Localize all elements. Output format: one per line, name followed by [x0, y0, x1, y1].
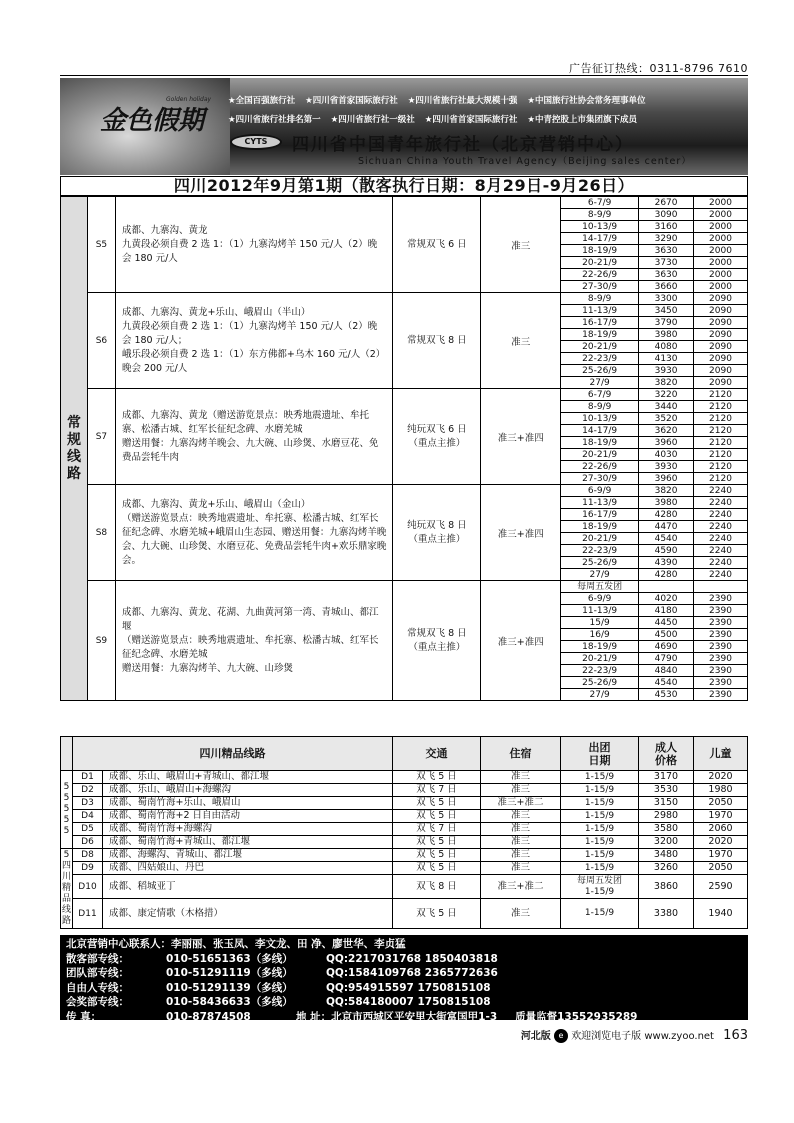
table-row	[61, 823, 748, 836]
route-desc: 成都、蜀南竹海+青城山、都江堰	[103, 836, 393, 849]
child-price: 2000	[694, 233, 748, 245]
child-price: 2390	[694, 641, 748, 653]
route-desc: 成都、九寨沟、黄龙+乐山、峨眉山（半山） 九黄段必须自费 2 选 1：（1）九寨沟烤羊 150 元/人（2）晚会 180 元/人； 峨乐段必须自费 2 选 1：（1）东方佛都+乌木 160 元/人（2）晚会 200 元/人	[115, 293, 393, 389]
departure-date: 27/9	[561, 377, 639, 389]
route-desc: 成都、稻城亚丁	[103, 875, 393, 899]
departure-date: 6-9/9	[561, 593, 639, 605]
route-code: D11	[73, 899, 103, 929]
departure-date: 18-19/9	[561, 329, 639, 341]
child-price: 2390	[694, 629, 748, 641]
honor-item: ★四川省旅行社排名第一	[228, 115, 321, 125]
col-group	[61, 737, 73, 771]
child-price: 2090	[694, 293, 748, 305]
route-code: D5	[73, 823, 103, 836]
child-price: 2000	[694, 245, 748, 257]
route-code: D9	[73, 862, 103, 875]
route-transport: 常规双飞 8 日	[393, 293, 481, 389]
child-price: 2000	[694, 257, 748, 269]
contact-line	[66, 995, 742, 1010]
route-desc: 成都、四姑娘山、丹巴	[103, 862, 393, 875]
adult-price: 4540	[639, 533, 694, 545]
child-price: 1970	[694, 849, 748, 862]
route-desc: 成都、海螺沟、青城山、都江堰	[103, 849, 393, 862]
adult-price: 3260	[639, 862, 694, 875]
departure-date: 每周五发团	[561, 581, 639, 593]
route-transport: 纯玩双飞 6 日 （重点主推）	[393, 389, 481, 485]
departure-date: 6-7/9	[561, 197, 639, 209]
contact-label: 会奖部专线：	[66, 996, 129, 1008]
route-hotel: 准三+准二	[481, 875, 561, 899]
departure-date: 25-26/9	[561, 557, 639, 569]
child-price: 2090	[694, 377, 748, 389]
logo-text: 金色假期	[100, 106, 205, 136]
departure-date: 22-23/9	[561, 545, 639, 557]
route-hotel: 准三	[481, 862, 561, 875]
departure-date: 18-19/9	[561, 437, 639, 449]
agency-banner	[60, 78, 748, 175]
adult-price: 4080	[639, 341, 694, 353]
route-transport: 双飞 7 日	[393, 823, 481, 836]
child-price: 2090	[694, 329, 748, 341]
route-hotel: 准三	[481, 899, 561, 929]
adult-price: 3930	[639, 365, 694, 377]
divider	[60, 75, 748, 76]
route-hotel: 准三	[481, 836, 561, 849]
adult-price: 3220	[639, 389, 694, 401]
table-row	[61, 899, 748, 929]
child-price: 2240	[694, 521, 748, 533]
departure-date: 1-15/9	[561, 899, 639, 929]
child-price: 2060	[694, 823, 748, 836]
departure-date: 1-15/9	[561, 823, 639, 836]
route-hotel: 准三	[481, 771, 561, 784]
route-hotel: 准三+准四	[481, 581, 561, 701]
route-transport: 双飞 5 日	[393, 836, 481, 849]
departure-date: 22-23/9	[561, 353, 639, 365]
adult-price: 4180	[639, 605, 694, 617]
adult-price: 4500	[639, 629, 694, 641]
adult-price: 4130	[639, 353, 694, 365]
child-price: 2240	[694, 533, 748, 545]
departure-date: 16-17/9	[561, 317, 639, 329]
departure-date: 18-19/9	[561, 521, 639, 533]
departure-date: 20-21/9	[561, 341, 639, 353]
child-price: 2120	[694, 449, 748, 461]
adult-price: 3150	[639, 797, 694, 810]
honor-item: ★四川省首家国际旅行社	[305, 96, 398, 106]
route-transport: 常规双飞 6 日	[393, 197, 481, 293]
route-transport: 双飞 5 日	[393, 862, 481, 875]
agency-name-cn: 四川省中国青年旅行社（北京营销中心）	[292, 135, 634, 155]
logo-en: Golden holiday	[166, 96, 212, 103]
adult-price: 3980	[639, 329, 694, 341]
child-price: 2000	[694, 221, 748, 233]
departure-date: 20-21/9	[561, 257, 639, 269]
route-transport: 常规双飞 8 日 （重点主推）	[393, 581, 481, 701]
contact-qq: QQ:954915597 1750815108	[326, 981, 491, 994]
logo-image	[60, 78, 230, 175]
adult-price: 3450	[639, 305, 694, 317]
adult-price: 3160	[639, 221, 694, 233]
child-price: 2390	[694, 605, 748, 617]
departure-date: 6-9/9	[561, 485, 639, 497]
child-price: 2000	[694, 197, 748, 209]
route-code: D4	[73, 810, 103, 823]
adult-price: 2670	[639, 197, 694, 209]
child-price: 2240	[694, 569, 748, 581]
route-desc: 成都、九寨沟、黄龙（赠送游览景点：映秀地震遗址、牟托寨、松潘古城、红军长征纪念碑、水磨羌城 赠送用餐：九寨沟烤羊晚会、九大碗、山珍煲、水磨豆花、免费品尝牦牛肉	[115, 389, 393, 485]
adult-price: 3630	[639, 269, 694, 281]
child-price: 2090	[694, 353, 748, 365]
adult-price: 4690	[639, 641, 694, 653]
table-row	[61, 197, 748, 209]
table-row	[61, 797, 748, 810]
child-price: 2120	[694, 425, 748, 437]
fax-number: 010-87874508	[166, 1010, 251, 1023]
adult-price: 4840	[639, 665, 694, 677]
col-hotel: 住宿	[481, 737, 561, 771]
contact-phone: 010-51651363（多线）	[166, 952, 293, 965]
departure-date: 27/9	[561, 689, 639, 701]
group-label-2: 5 四 川 精 品 线 路	[61, 849, 73, 929]
table-row	[61, 810, 748, 823]
departure-date: 27-30/9	[561, 473, 639, 485]
col-transport: 交通	[393, 737, 481, 771]
table-row	[61, 293, 748, 305]
route-transport: 双飞 7 日	[393, 784, 481, 797]
adult-price: 4030	[639, 449, 694, 461]
route-code: D2	[73, 784, 103, 797]
col-title: 四川精品线路	[73, 737, 393, 771]
child-price: 2390	[694, 677, 748, 689]
adult-price: 4020	[639, 593, 694, 605]
contact-line	[66, 966, 742, 981]
child-price: 2090	[694, 365, 748, 377]
child-price: 2090	[694, 341, 748, 353]
honor-item: ★全国百强旅行社	[228, 96, 296, 106]
adult-price: 3790	[639, 317, 694, 329]
child-price: 1940	[694, 899, 748, 929]
child-price: 2240	[694, 509, 748, 521]
boutique-table	[60, 736, 748, 929]
departure-date: 16-17/9	[561, 509, 639, 521]
child-price: 2390	[694, 593, 748, 605]
adult-price: 3820	[639, 485, 694, 497]
route-code: S7	[87, 389, 115, 485]
adult-price: 3860	[639, 875, 694, 899]
departure-date: 22-26/9	[561, 461, 639, 473]
adult-price: 4450	[639, 617, 694, 629]
contact-phone: 010-51291139（多线）	[166, 981, 293, 994]
page-footer	[450, 1027, 748, 1043]
adult-price: 2980	[639, 810, 694, 823]
route-code: D10	[73, 875, 103, 899]
route-desc: 成都、蜀南竹海+海螺沟	[103, 823, 393, 836]
table-row	[61, 862, 748, 875]
departure-date: 11-13/9	[561, 305, 639, 317]
contact-phone: 010-51291119（多线）	[166, 967, 293, 979]
child-price: 1970	[694, 810, 748, 823]
contact-block	[60, 935, 748, 1023]
route-desc: 成都、康定情歌（木格措）	[103, 899, 393, 929]
honor-item: ★四川省旅行社最大规模十强	[407, 96, 518, 106]
table-row	[61, 849, 748, 862]
route-desc: 成都、乐山、峨眉山+青城山、都江堰	[103, 771, 393, 784]
adult-price: 3170	[639, 771, 694, 784]
adult-price: 4280	[639, 509, 694, 521]
child-price	[694, 581, 748, 593]
honor-item: ★四川省首家国际旅行社	[424, 115, 518, 125]
adult-price: 3820	[639, 377, 694, 389]
child-price: 2390	[694, 689, 748, 701]
routes-table	[60, 196, 748, 701]
departure-date: 6-7/9	[561, 389, 639, 401]
edition: 河北版	[520, 1031, 551, 1042]
departure-date: 14-17/9	[561, 425, 639, 437]
col-child: 儿童	[694, 737, 748, 771]
adult-price: 3960	[639, 473, 694, 485]
departure-date: 27-30/9	[561, 281, 639, 293]
route-hotel: 准三+准四	[481, 389, 561, 485]
zyoo-logo-icon: e	[554, 1029, 568, 1043]
route-transport: 双飞 8 日	[393, 875, 481, 899]
adult-price: 3580	[639, 823, 694, 836]
route-code: S5	[87, 197, 115, 293]
contact-qq: QQ:584180007 1750815108	[326, 996, 491, 1008]
child-price: 2390	[694, 665, 748, 677]
adult-price: 3730	[639, 257, 694, 269]
child-price: 2020	[694, 836, 748, 849]
col-date: 出团 日期	[561, 737, 639, 771]
departure-date: 8-9/9	[561, 401, 639, 413]
departure-date: 18-19/9	[561, 245, 639, 257]
route-code: S9	[87, 581, 115, 701]
departure-date: 11-13/9	[561, 497, 639, 509]
ad-hotline: 广告征订热线：0311-8796 7610	[569, 62, 748, 75]
child-price: 2050	[694, 862, 748, 875]
honor-item: ★中国旅行社协会常务理事单位	[527, 96, 646, 106]
route-hotel: 准三	[481, 784, 561, 797]
route-code: S6	[87, 293, 115, 389]
route-transport: 双飞 5 日	[393, 810, 481, 823]
child-price: 2000	[694, 269, 748, 281]
route-hotel: 准三	[481, 810, 561, 823]
child-price: 2240	[694, 545, 748, 557]
departure-date: 22-26/9	[561, 269, 639, 281]
route-transport: 双飞 5 日	[393, 797, 481, 810]
child-price: 2120	[694, 437, 748, 449]
route-desc: 成都、乐山、峨眉山+海螺沟	[103, 784, 393, 797]
route-desc: 成都、蜀南竹海+乐山、峨眉山	[103, 797, 393, 810]
adult-price: 4590	[639, 545, 694, 557]
departure-date: 1-15/9	[561, 797, 639, 810]
departure-date: 每周五发团 1-15/9	[561, 875, 639, 899]
departure-date: 1-15/9	[561, 849, 639, 862]
route-code: S8	[87, 485, 115, 581]
contact-people: 北京营销中心联系人：李丽丽、张玉凤、李文龙、田 净、廖世华、李贞猛	[66, 938, 406, 950]
departure-date: 1-15/9	[561, 810, 639, 823]
departure-date: 27/9	[561, 569, 639, 581]
issue-title: 四川2012年9月第1期（散客执行日期：8月29日-9月26日）	[60, 176, 748, 196]
table-row	[61, 836, 748, 849]
departure-date: 10-13/9	[561, 221, 639, 233]
route-desc: 成都、蜀南竹海+2 日自由活动	[103, 810, 393, 823]
contact-label: 散客部专线：	[66, 952, 129, 965]
departure-date: 8-9/9	[561, 209, 639, 221]
route-code: D3	[73, 797, 103, 810]
departure-date: 22-23/9	[561, 665, 639, 677]
adult-price: 3930	[639, 461, 694, 473]
contact-label: 自由人专线：	[66, 981, 129, 994]
departure-date: 1-15/9	[561, 784, 639, 797]
address: 地 址：北京市西城区平安里大街富国甲1-3	[296, 1010, 498, 1023]
table-row	[61, 581, 748, 593]
route-hotel: 准三	[481, 293, 561, 389]
adult-price: 3520	[639, 413, 694, 425]
child-price: 2240	[694, 485, 748, 497]
child-price: 2120	[694, 473, 748, 485]
child-price: 2120	[694, 401, 748, 413]
child-price: 2090	[694, 305, 748, 317]
adult-price: 4530	[639, 689, 694, 701]
contact-qq: QQ:1584109768 2365772636	[326, 967, 498, 979]
adult-price: 4470	[639, 521, 694, 533]
route-desc: 成都、九寨沟、黄龙 九黄段必须自费 2 选 1：（1）九寨沟烤羊 150 元/人（2）晚会 180 元/人	[115, 197, 393, 293]
contact-qq: QQ:2217031768 1850403818	[326, 952, 498, 965]
adult-price: 3200	[639, 836, 694, 849]
agency-name-en: Sichuan China Youth Travel Agency（Beijing sales center）	[358, 156, 692, 167]
child-price: 2590	[694, 875, 748, 899]
route-code: D8	[73, 849, 103, 862]
contact-lines	[66, 952, 742, 1010]
child-price: 2000	[694, 281, 748, 293]
table-row	[61, 875, 748, 899]
child-price: 2120	[694, 389, 748, 401]
child-price: 2390	[694, 617, 748, 629]
table-row	[61, 485, 748, 497]
departure-date: 20-21/9	[561, 533, 639, 545]
departure-date: 20-21/9	[561, 653, 639, 665]
child-price: 2390	[694, 653, 748, 665]
adult-price: 3530	[639, 784, 694, 797]
adult-price: 3980	[639, 497, 694, 509]
category-label: 常 规 线 路	[61, 197, 88, 701]
child-price: 2240	[694, 557, 748, 569]
agency-badge-icon: CYTS	[230, 134, 282, 150]
fax-label: 传 真：	[66, 1010, 102, 1023]
route-transport: 双飞 5 日	[393, 849, 481, 862]
departure-date: 14-17/9	[561, 233, 639, 245]
child-price: 2120	[694, 413, 748, 425]
departure-date: 11-13/9	[561, 605, 639, 617]
route-desc: 成都、九寨沟、黄龙+乐山、峨眉山（金山） （赠送游览景点：映秀地震遗址、牟托寨、松潘古城、红军长征纪念碑、水磨羌城+峨眉山生态园、赠送用餐：九寨沟烤羊晚会、九大碗、山珍煲、水磨豆花、免费品尝牦牛肉+欢乐鼎家晚会。	[115, 485, 393, 581]
honors-list	[228, 92, 742, 130]
contact-line	[66, 952, 742, 967]
route-hotel: 准三+准二	[481, 797, 561, 810]
departure-date: 10-13/9	[561, 413, 639, 425]
contact-label: 团队部专线：	[66, 967, 129, 979]
route-desc: 成都、九寨沟、黄龙、花湖、九曲黄河第一湾、青城山、都江堰 （赠送游览景点：映秀地震遗址、牟托寨、松潘古城、红军长征纪念碑、水磨羌城 赠送用餐：九寨沟烤羊、九大碗、山珍煲	[115, 581, 393, 701]
adult-price: 3630	[639, 245, 694, 257]
adult-price: 3620	[639, 425, 694, 437]
child-price: 2050	[694, 797, 748, 810]
page-number: 163	[723, 1028, 748, 1043]
departure-date: 16/9	[561, 629, 639, 641]
route-hotel: 准三	[481, 849, 561, 862]
table-row	[61, 771, 748, 784]
footer-text: 欢迎浏览电子版 www.zyoo.net	[571, 1031, 714, 1042]
adult-price: 4280	[639, 569, 694, 581]
adult-price: 3960	[639, 437, 694, 449]
route-transport: 双飞 5 日	[393, 771, 481, 784]
departure-date: 15/9	[561, 617, 639, 629]
child-price: 1980	[694, 784, 748, 797]
adult-price: 4790	[639, 653, 694, 665]
departure-date: 20-21/9	[561, 449, 639, 461]
departure-date: 1-15/9	[561, 862, 639, 875]
col-adult: 成人 价格	[639, 737, 694, 771]
child-price: 2090	[694, 317, 748, 329]
route-code: D1	[73, 771, 103, 784]
adult-price	[639, 581, 694, 593]
child-price: 2020	[694, 771, 748, 784]
route-hotel: 准三+准四	[481, 485, 561, 581]
group-label-1: 5 5 5 5 5	[61, 771, 73, 849]
adult-price: 4540	[639, 677, 694, 689]
supervision: 质量监督13552935289	[515, 1010, 638, 1023]
route-transport: 双飞 5 日	[393, 899, 481, 929]
contact-line	[66, 981, 742, 996]
child-price: 2240	[694, 497, 748, 509]
child-price: 2000	[694, 209, 748, 221]
departure-date: 8-9/9	[561, 293, 639, 305]
route-hotel: 准三	[481, 823, 561, 836]
adult-price: 4390	[639, 557, 694, 569]
table-row	[61, 389, 748, 401]
route-code: D6	[73, 836, 103, 849]
adult-price: 3090	[639, 209, 694, 221]
adult-price: 3300	[639, 293, 694, 305]
adult-price: 3380	[639, 899, 694, 929]
departure-date: 1-15/9	[561, 771, 639, 784]
honor-item: ★四川省旅行社一级社	[330, 115, 415, 125]
adult-price: 3290	[639, 233, 694, 245]
adult-price: 3660	[639, 281, 694, 293]
contact-phone: 010-58436633（多线）	[166, 996, 293, 1008]
route-transport: 纯玩双飞 8 日 （重点主推）	[393, 485, 481, 581]
route-hotel: 准三	[481, 197, 561, 293]
adult-price: 3440	[639, 401, 694, 413]
departure-date: 1-15/9	[561, 836, 639, 849]
departure-date: 18-19/9	[561, 641, 639, 653]
child-price: 2120	[694, 461, 748, 473]
honor-item: ★中青控股上市集团旗下成员	[527, 115, 637, 125]
contact-fax-row	[66, 1010, 742, 1025]
adult-price: 3480	[639, 849, 694, 862]
departure-date: 25-26/9	[561, 677, 639, 689]
departure-date: 25-26/9	[561, 365, 639, 377]
table-row	[61, 784, 748, 797]
